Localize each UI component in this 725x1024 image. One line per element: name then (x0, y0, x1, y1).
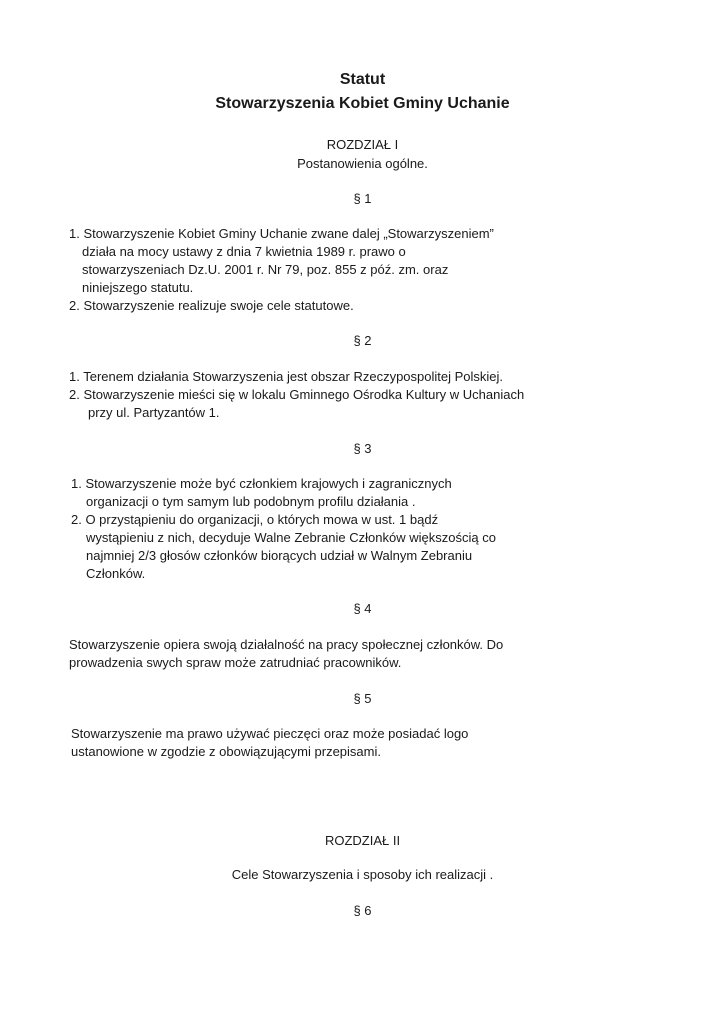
s1-line: 2. Stowarzyszenie realizuje swoje cele statutowe. (69, 298, 354, 313)
section-5-mark: § 5 (353, 691, 372, 706)
s3-line: organizacji o tym samym lub podobnym profilu działania . (86, 494, 416, 509)
chapter-1-heading: ROZDZIAŁ I (326, 137, 399, 152)
section-6-mark: § 6 (353, 903, 372, 918)
s3-line: wystąpieniu z nich, decyduje Walne Zebranie Członków większością co (86, 530, 496, 545)
s1-line: 1. Stowarzyszenie Kobiet Gminy Uchanie zwane dalej „Stowarzyszeniem” (69, 226, 494, 241)
chapter-2-subheading: Cele Stowarzyszenia i sposoby ich realizacji . (231, 867, 494, 882)
s2-line: 2. Stowarzyszenie mieści się w lokalu Gminnego Ośrodka Kultury w Uchaniach (69, 387, 525, 402)
section-2-mark: § 2 (353, 333, 372, 348)
s1-line: niniejszego statutu. (82, 280, 194, 295)
s1-line: stowarzyszeniach Dz.U. 2001 r. Nr 79, poz. 855 z póź. zm. oraz (82, 262, 449, 277)
chapter-2-heading: ROZDZIAŁ II (324, 833, 401, 848)
doc-title: Statut (339, 71, 386, 88)
s5-line: ustanowione w zgodzie z obowiązującymi przepisami. (71, 744, 381, 759)
s1-line: działa na mocy ustawy z dnia 7 kwietnia 1989 r. prawo o (82, 244, 406, 259)
s3-line: Członków. (86, 566, 146, 581)
s3-line: 2. O przystąpieniu do organizacji, o których mowa w ust. 1 bądź (71, 512, 439, 527)
chapter-1-subheading: Postanowienia ogólne. (297, 156, 428, 171)
s2-line: przy ul. Partyzantów 1. (88, 405, 220, 420)
s3-line: najmniej 2/3 głosów członków biorących udział w Walnym Zebraniu (86, 548, 473, 563)
s2-line: 1. Terenem działania Stowarzyszenia jest obszar Rzeczypospolitej Polskiej. (69, 369, 504, 384)
s5-line: Stowarzyszenie ma prawo używać pieczęci oraz może posiadać logo (71, 726, 469, 741)
s4-line: Stowarzyszenie opiera swoją działalność na pracy społecznej członków. Do (69, 637, 504, 652)
s3-line: 1. Stowarzyszenie może być członkiem krajowych i zagranicznych (71, 476, 452, 491)
section-3-mark: § 3 (353, 441, 372, 456)
section-1-mark: § 1 (353, 191, 372, 206)
s4-line: prowadzenia swych spraw może zatrudniać pracowników. (69, 655, 402, 670)
doc-subtitle: Stowarzyszenia Kobiet Gminy Uchanie (215, 95, 510, 112)
section-4-mark: § 4 (353, 601, 372, 616)
